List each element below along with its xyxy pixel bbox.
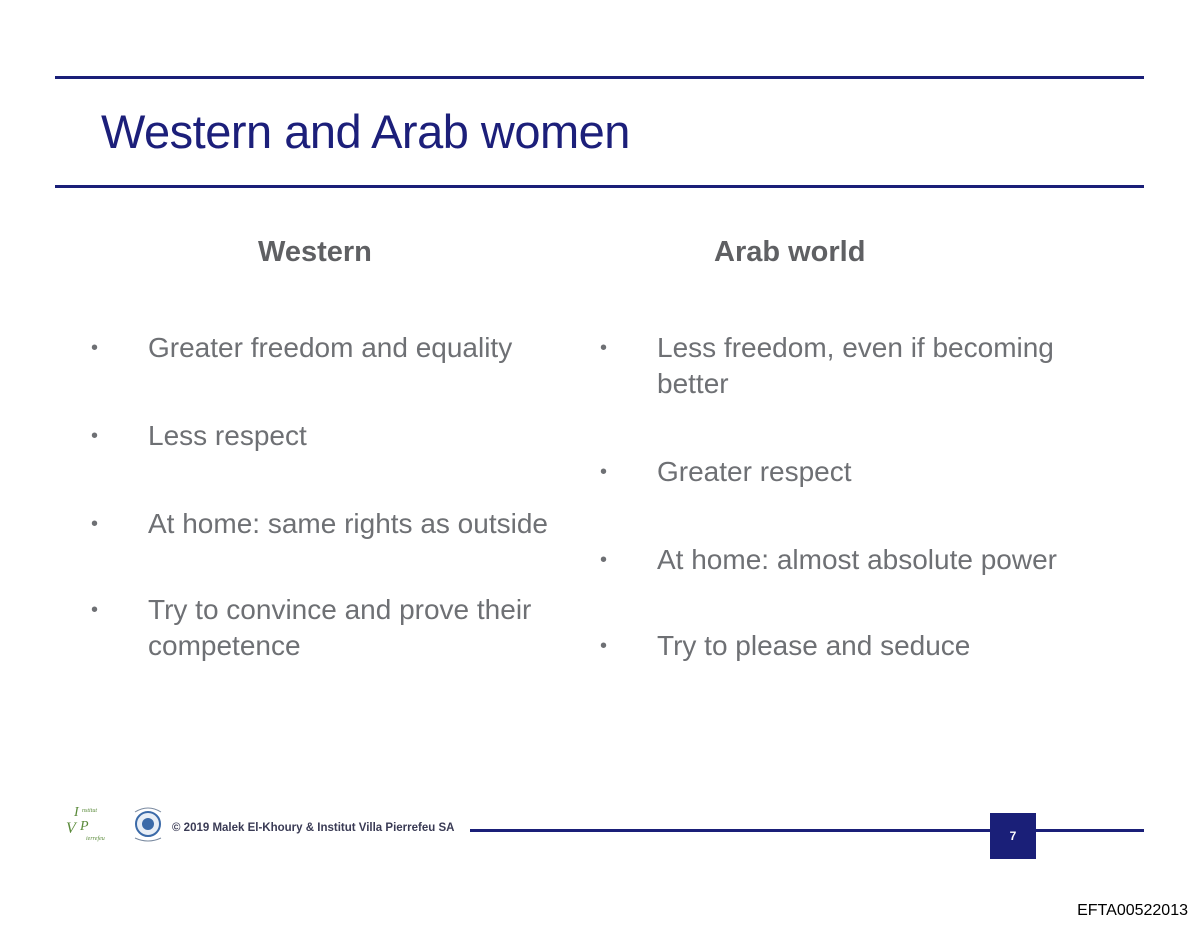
- list-item-text: Greater respect: [657, 456, 852, 487]
- column-heading-arab-world: Arab world: [714, 236, 866, 268]
- list-item-text: At home: same rights as outside: [148, 508, 548, 539]
- bullet-icon: •: [600, 337, 608, 359]
- copyright-text: © 2019 Malek El-Khoury & Institut Villa Pierrefeu SA: [172, 822, 455, 834]
- institut-villa-pierrefeu-logo: [60, 800, 120, 845]
- list-item-text: Greater freedom and equality: [148, 332, 513, 363]
- svg-text:I: I: [74, 805, 79, 820]
- bullet-icon: •: [91, 513, 99, 535]
- list-item-text: Less freedom, even if becoming better: [657, 332, 1054, 399]
- svg-text:V: V: [66, 820, 76, 837]
- bullet-icon: •: [91, 599, 99, 621]
- document-id: EFTA00522013: [1077, 902, 1188, 919]
- bullet-icon: •: [600, 635, 608, 657]
- list-item-text: Try to convince and prove their competence: [148, 594, 532, 661]
- svg-text:ierrefeu: ierrefeu: [86, 836, 105, 842]
- svg-text:nstitut: nstitut: [82, 808, 98, 814]
- footer-divider: [470, 829, 1144, 832]
- bullet-icon: •: [91, 425, 99, 447]
- column-heading-western: Western: [258, 236, 372, 268]
- page-number: 7: [1009, 829, 1017, 843]
- list-item-text: Less respect: [148, 420, 307, 451]
- title-divider: [55, 185, 1144, 188]
- bullet-icon: •: [91, 337, 99, 359]
- list-item-text: Try to please and seduce: [657, 630, 971, 661]
- svg-text:P: P: [80, 819, 89, 834]
- seal-logo: [131, 804, 165, 844]
- list-item-text: At home: almost absolute power: [657, 544, 1057, 575]
- page-number-badge: [990, 813, 1036, 859]
- bullet-icon: •: [600, 461, 608, 483]
- top-divider: [55, 76, 1144, 79]
- slide-title: Western and Arab women: [101, 105, 630, 158]
- bullet-icon: •: [600, 549, 608, 571]
